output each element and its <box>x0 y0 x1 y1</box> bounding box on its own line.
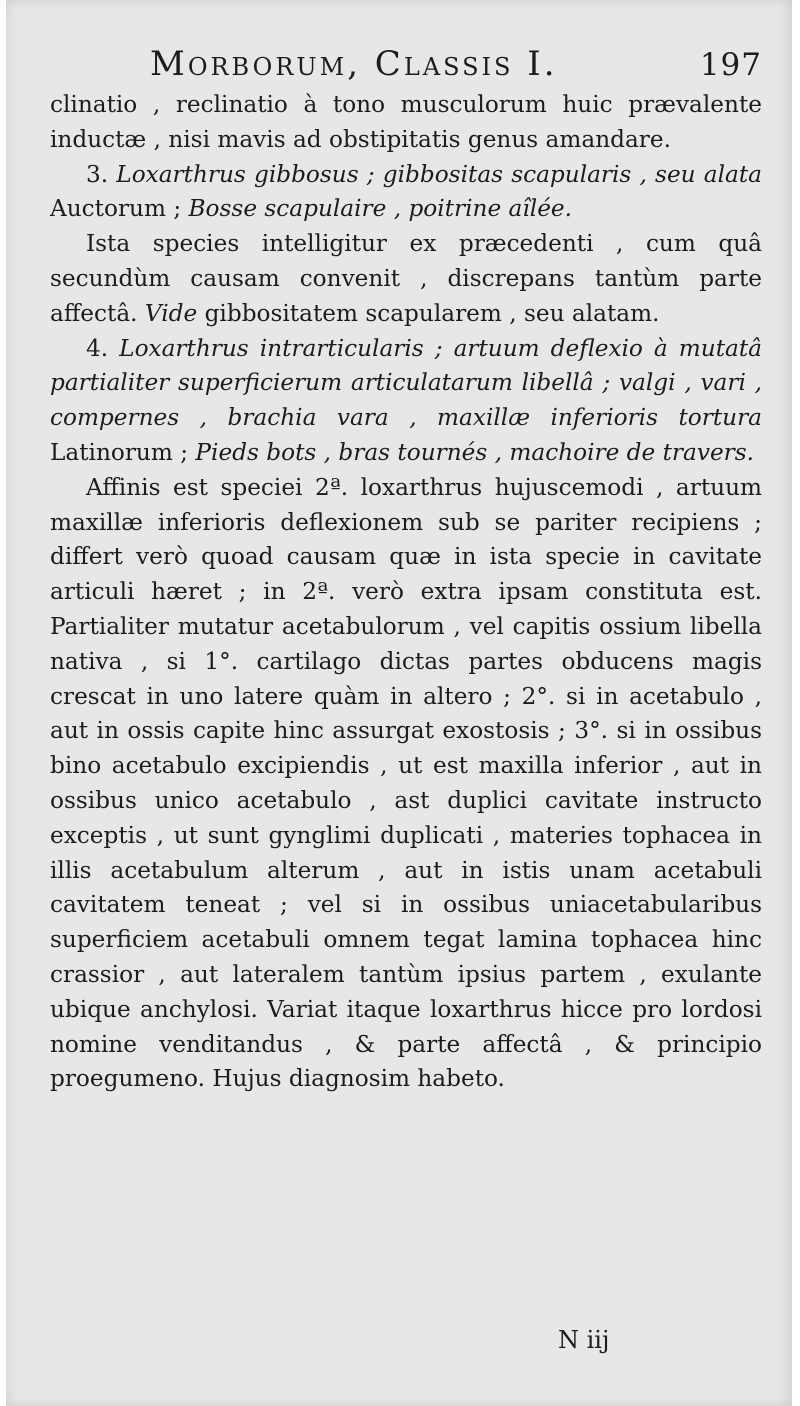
text-segment: Auctorum ; <box>50 195 189 223</box>
text-segment: gibbositatem scapularem , seu alatam. <box>197 299 660 327</box>
text-segment: 3. <box>86 160 117 188</box>
page-content <box>50 44 762 1097</box>
text-segment: Ista species intelligitur ex præcedenti , cum quâ secundùm causam convenit , discrepans tantùm parte affectâ. <box>50 230 762 327</box>
italic-text-segment: Loxarthrus gibbosus ; gibbositas scapularis , seu alata <box>116 160 762 188</box>
paragraph-species-3-description <box>50 227 762 331</box>
italic-text-segment: Bosse scapulaire , poitrine aîlée. <box>188 195 573 223</box>
text-segment: 4. <box>86 334 120 362</box>
running-header <box>50 44 762 88</box>
book-page <box>6 0 792 1406</box>
running-title: Morborum, Classis I. <box>150 44 558 84</box>
paragraph-continuation <box>50 88 762 158</box>
paragraph-species-4 <box>50 332 762 471</box>
page-number: 197 <box>699 47 762 83</box>
text-segment: Latinorum ; <box>50 438 196 466</box>
italic-text-segment: Vide <box>144 299 198 327</box>
text-segment: clinatio , reclinatio à tono musculorum huic prævalente inductæ , nisi mavis ad obstipitatis genus amandare. <box>50 91 762 153</box>
italic-text-segment: Loxarthrus intrarticularis ; artuum deflexio à mutatâ partialiter superficierum articulatarum libellâ ; valgi , vari , compernes , brachia vara , maxillæ inferioris tortura <box>50 334 762 432</box>
signature-mark: N iij <box>558 1326 610 1354</box>
text-segment: Affinis est speciei 2ª. loxarthrus hujuscemodi , artuum maxillæ inferioris deflexionem sub se pariter recipiens ; differt verò quoad causam quæ in ista specie in cavitate articuli hæret ; in 2ª. verò extra ipsam constituta est. Partialiter mutatur acetabulorum , vel capitis ossium libella nativa , si 1°. cartilago dictas partes obducens magis crescat in uno latere quàm in altero ; 2°. si in acetabulo , aut in ossis capite hinc assurgat exostosis ; 3°. si in ossibus bino acetabulo excipiendis , ut est maxilla inferior , aut in ossibus unico acetabulo , ast duplici cavitate instructo exceptis , ut sunt gynglimi duplicati , materies tophacea in illis acetabulum alterum , aut in istis unam acetabuli cavitatem teneat ; vel si in ossibus uniacetabularibus superficiem acetabuli omnem tegat lamina tophacea hinc crassior , aut lateralem tantùm ipsius partem , exulante ubique anchylosi. Variat itaque loxarthrus hicce pro lordosi nomine venditandus , & parte affectâ , & principio proegumeno. Hujus diagnosim habeto. <box>50 473 762 1093</box>
italic-text-segment: Pieds bots , bras tournés , machoire de travers. <box>195 438 755 466</box>
paragraph-species-3 <box>50 158 762 228</box>
paragraph-species-4-description <box>50 471 762 1097</box>
